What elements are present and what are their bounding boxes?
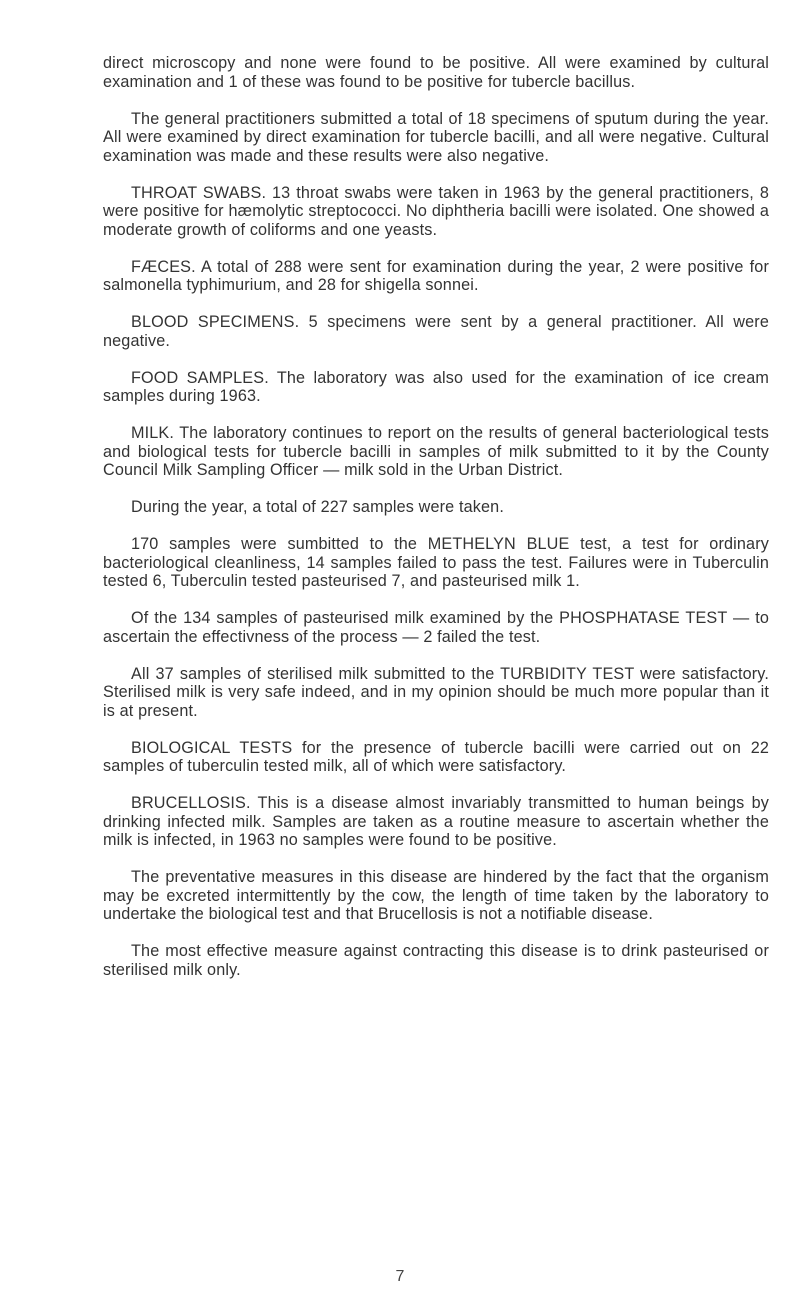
paragraph-microscopy-continued: direct microscopy and none were found to be positive. All were examined by cultural examination and 1 of these was found to be positive for tubercle bacillus. xyxy=(103,54,769,91)
paragraph-food-samples: FOOD SAMPLES. The laboratory was also used for the examination of ice cream samples during 1963. xyxy=(103,368,769,405)
paragraph-turbidity: All 37 samples of sterilised milk submitted to the TURBIDITY TEST were satisfactory. Sterilised milk is very safe indeed, and in my opinion should be much more popular than it is at present. xyxy=(103,664,769,720)
paragraph-milk: MILK. The laboratory continues to report on the results of general bacteriological tests and biological tests for tubercle bacilli in samples of milk submitted to it by the County Council Milk Sampling Officer — milk sold in the Urban District. xyxy=(103,424,769,479)
paragraph-effective-measure: The most effective measure against contracting this disease is to drink pasteurised or sterilised milk only. xyxy=(103,942,769,979)
paragraph-phosphatase: Of the 134 samples of pasteurised milk examined by the PHOSPHATASE TEST — to ascertain the effectivness of the process — 2 failed the test. xyxy=(103,609,769,646)
paragraph-throat-swabs: THROAT SWABS. 13 throat swabs were taken in 1963 by the general practitioners, 8 were positive for hæmolytic streptococci. No diphtheria bacilli were isolated. One showed a moderate growth of coliforms and one yeasts. xyxy=(103,183,769,239)
paragraph-brucellosis: BRUCELLOSIS. This is a disease almost invariably transmitted to human beings by drinking infected milk. Samples are taken as a routine measure to ascertain whether the milk is infected, in 1963 no samples were found to be positive. xyxy=(103,794,769,849)
paragraph-methylene-blue: 170 samples were sumbitted to the METHELYN BLUE test, a test for ordinary bacteriological cleanliness, 14 samples failed to pass the test. Failures were in Tuberculin tested 6, Tuberculin tested pasteurised 7, and pasteurised milk 1. xyxy=(103,535,769,590)
document-page xyxy=(103,54,769,998)
paragraph-preventative-measures: The preventative measures in this disease are hindered by the fact that the organism may be excreted intermittently by the cow, the length of time taken by the laboratory to undertake the biological test and that Brucellosis is not a notifiable disease. xyxy=(103,868,769,923)
paragraph-faeces: FÆCES. A total of 288 were sent for examination during the year, 2 were positive for salmonella typhimurium, and 28 for shigella sonnei. xyxy=(103,257,769,294)
paragraph-blood-specimens: BLOOD SPECIMENS. 5 specimens were sent by a general practitioner. All were negative. xyxy=(103,313,769,350)
paragraph-biological-tests: BIOLOGICAL TESTS for the presence of tubercle bacilli were carried out on 22 samples of tuberculin tested milk, all of which were satisfactory. xyxy=(103,738,769,775)
paragraph-samples-total: During the year, a total of 227 samples were taken. xyxy=(131,498,504,516)
paragraph-sputum: The general practitioners submitted a total of 18 specimens of sputum during the year. All were examined by direct examination for tubercle bacilli, and all were negative. Cultural examination was made and these results were also negative. xyxy=(103,109,769,165)
page-number: 7 xyxy=(395,1268,405,1285)
